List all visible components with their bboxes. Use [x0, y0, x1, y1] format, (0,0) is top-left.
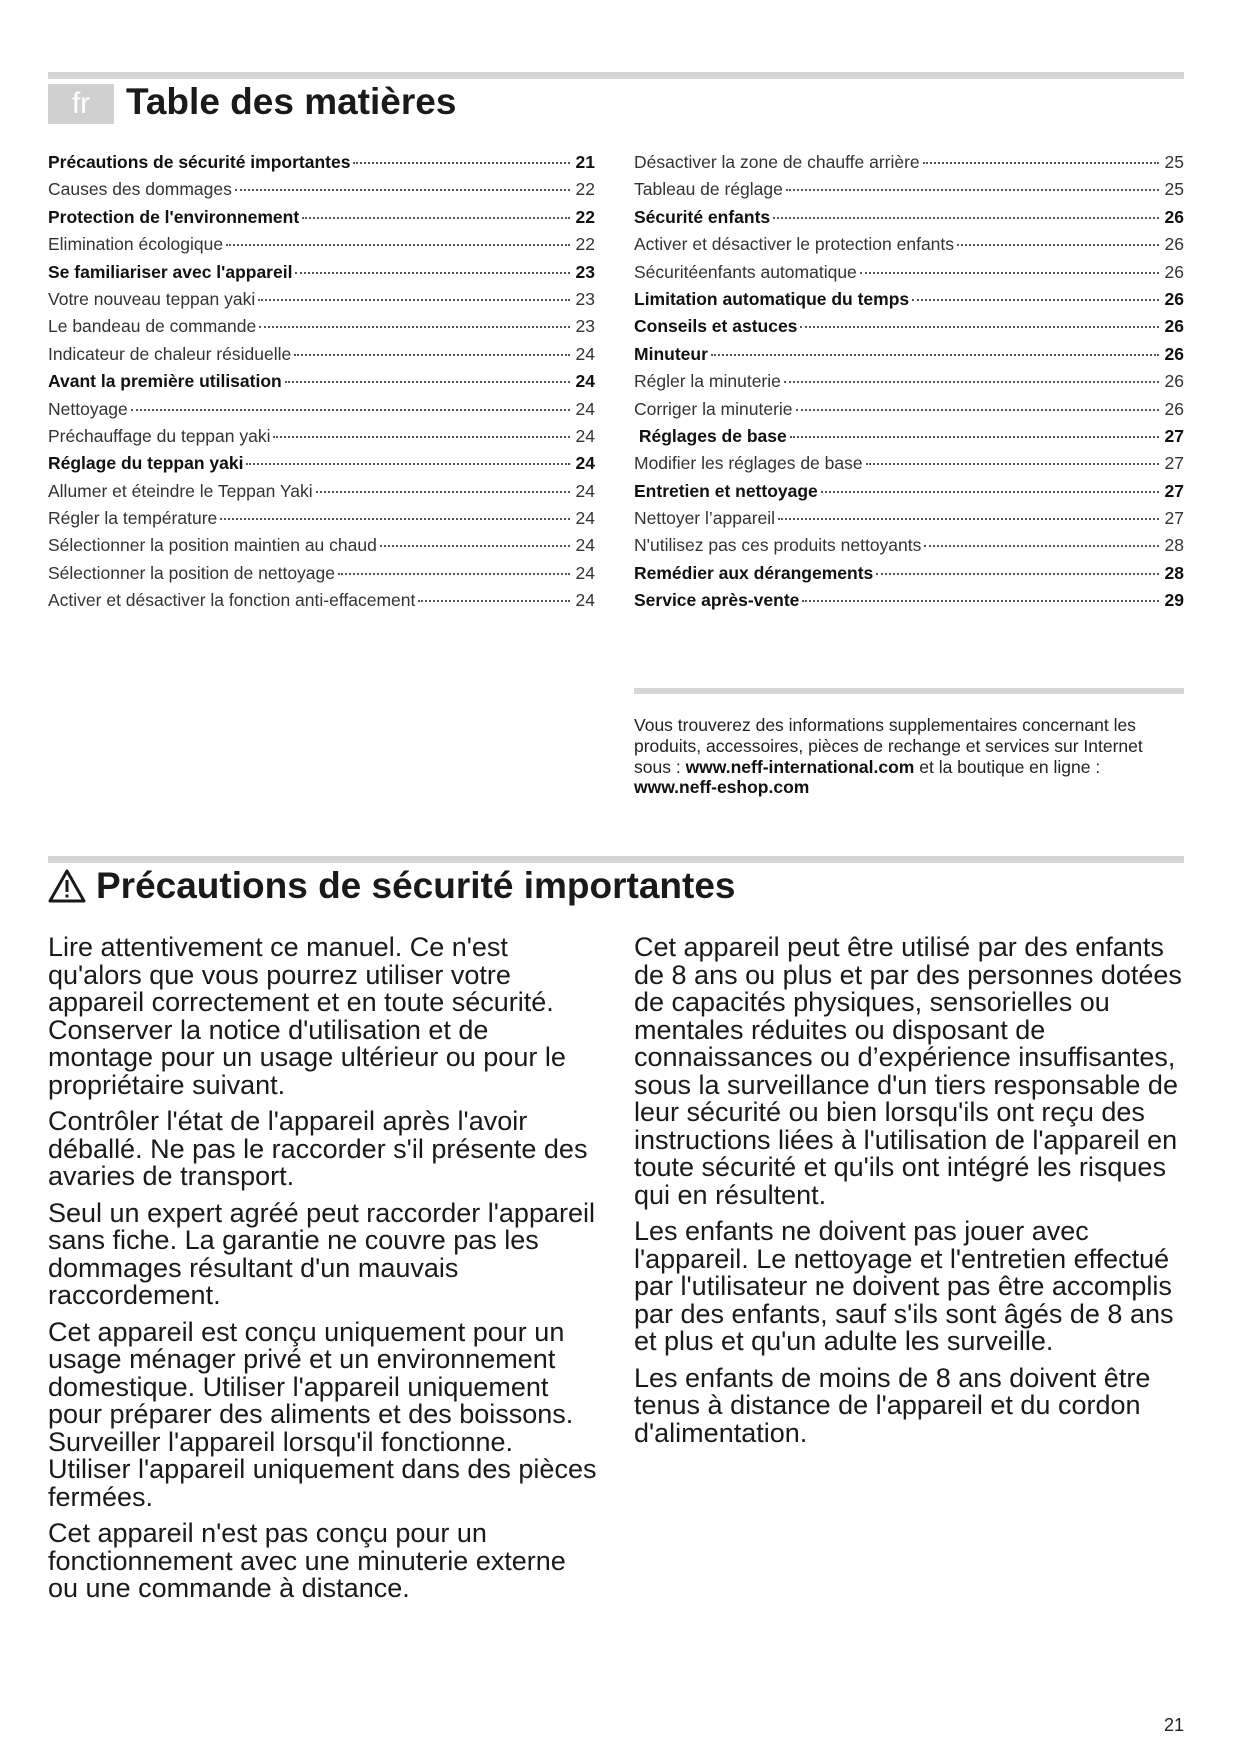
toc-entry-label: Sélectionner la position maintien au chaud	[48, 535, 377, 556]
toc-entry-label: Corriger la minuterie	[634, 398, 793, 419]
toc-entry-label: Minuteur	[634, 343, 708, 364]
toc-entry-label: Protection de l'environnement	[48, 206, 300, 227]
toc-leader	[860, 272, 1159, 274]
safety-paragraph: Cet appareil n'est pas conçu pour un fonctionnement avec une minuterie externe ou une commande à distance.	[48, 1518, 566, 1603]
info-note	[634, 715, 1184, 798]
toc-leader	[380, 545, 570, 547]
toc-leader	[353, 162, 570, 164]
toc-entry[interactable]	[634, 152, 1184, 179]
toc-leader	[924, 545, 1159, 547]
toc-entry-page: 25	[1164, 152, 1184, 172]
safety-paragraph: Cet appareil peut être utilisé par des enfants de 8 ans ou plus et par des personnes dotées de capacités physiques, sensorielles ou mentales réduites ou disposant de connaissances ou d’expérience insuffisantes, sous la surveillance d'un tiers responsable de leur sécurité ou bien lorsqu'ils ont reçu des instructions liées à l'utilisation de l'appareil en toute sécurité et qu'ils ont intégré les risques qui en résultent.	[634, 932, 1182, 1210]
toc-entry-page: 23	[575, 261, 595, 282]
toc-entry[interactable]	[634, 535, 1184, 562]
toc-leader	[773, 217, 1159, 219]
toc-entry-label: Sécurité enfants	[634, 206, 771, 227]
toc-leader	[800, 326, 1159, 328]
website-link[interactable]: www.neff-international.com	[685, 756, 915, 777]
safety-paragraph: Contrôler l'état de l'appareil après l'avoir déballé. Ne pas le raccorder s'il présente des avaries de transport.	[48, 1106, 588, 1191]
toc-entry[interactable]	[48, 508, 595, 535]
toc-entry-page: 25	[1164, 179, 1184, 200]
toc-leader	[778, 518, 1159, 520]
info-text-2: et la boutique en ligne :	[914, 756, 1101, 777]
toc-entry-page: 24	[575, 453, 595, 474]
safety-paragraph: Les enfants ne doivent pas jouer avec l'appareil. Le nettoyage et l'entretien effectué par l'utilisateur ne doivent pas être accomplis par des enfants, sauf s'ils sont âgés de 8 ans et plus et qu'un adulte les surveille.	[634, 1216, 1174, 1356]
toc-entry[interactable]	[634, 563, 1184, 590]
toc-entry[interactable]	[634, 179, 1184, 206]
toc-entry-label: Préchauffage du teppan yaki	[48, 425, 271, 446]
toc-entry-label: Se familiariser avec l'appareil	[48, 261, 293, 282]
toc-entry-label: Entretien et nettoyage	[634, 480, 818, 501]
toc-entry-label: Le bandeau de commande	[48, 316, 257, 337]
toc-entry-page: 26	[1164, 206, 1184, 227]
toc-entry-label: Nettoyage	[48, 398, 128, 419]
toc-leader	[923, 162, 1159, 164]
toc-entry-label: Service après-vente	[634, 590, 800, 611]
toc-entry[interactable]	[634, 316, 1184, 343]
safety-right-column	[634, 934, 1184, 1456]
toc-leader	[316, 491, 570, 493]
toc-leader	[226, 244, 570, 246]
toc-leader	[784, 381, 1159, 383]
toc-entry-label: Activer et désactiver le protection enfants	[634, 234, 955, 255]
toc-leader	[302, 217, 570, 219]
safety-paragraph: Cet appareil est conçu uniquement pour un usage ménager privé et un environnement domestique. Utiliser l'appareil uniquement pour préparer des aliments et des boissons. Surveiller l'appareil lorsqu'il fonctionne. Utiliser l'appareil uniquement dans des pièces fermées.	[48, 1316, 597, 1512]
toc-entry-page: 26	[1164, 371, 1184, 392]
toc-leader	[295, 272, 570, 274]
toc-entry[interactable]	[634, 371, 1184, 398]
toc-entry-page: 24	[575, 371, 595, 392]
toc-entry-label: Remédier aux dérangements	[634, 562, 874, 583]
toc-leader	[259, 326, 570, 328]
safety-paragraph: Les enfants de moins de 8 ans doivent être tenus à distance de l'appareil et du cordon d'alimentation.	[634, 1362, 1151, 1448]
toc-entry-label: Limitation automatique du temps	[634, 288, 910, 309]
toc-leader	[796, 409, 1159, 411]
toc-leader	[802, 600, 1159, 602]
toc-leader	[418, 600, 570, 602]
toc-entry-page: 23	[575, 316, 595, 337]
toc-entry-label: Allumer et éteindre le Teppan Yaki	[48, 480, 313, 501]
toc-left-column	[48, 152, 595, 618]
toc-entry-page: 27	[1164, 425, 1184, 446]
toc-entry-label: Réglage du teppan yaki	[48, 453, 244, 474]
toc-leader	[131, 409, 570, 411]
toc-entry[interactable]	[634, 453, 1184, 480]
toc-entry-page: 27	[1164, 508, 1184, 529]
toc-entry-label: Modifier les réglages de base	[634, 453, 863, 474]
toc-entry[interactable]	[48, 399, 595, 426]
toc-entry-page: 22	[575, 179, 595, 200]
toc-entry-label: N'utilisez pas ces produits nettoyants	[634, 535, 922, 556]
toc-entry[interactable]	[634, 344, 1184, 371]
toc-entry-label: Régler la température	[48, 508, 218, 529]
safety-left-column	[48, 934, 598, 1612]
safety-title: Précautions de sécurité importantes	[96, 865, 736, 906]
toc-entry[interactable]	[634, 234, 1184, 261]
language-badge: fr	[48, 84, 114, 124]
toc-entry-page: 24	[575, 590, 595, 611]
toc-entry[interactable]	[48, 453, 595, 480]
toc-entry-page: 29	[1164, 590, 1184, 611]
toc-entry-label: Indicateur de chaleur résiduelle	[48, 343, 292, 364]
toc-entry-label: Sélectionner la position de nettoyage	[48, 562, 336, 583]
toc-entry-page: 27	[1164, 480, 1184, 501]
info-divider	[634, 688, 1184, 694]
warning-triangle-icon	[48, 868, 86, 904]
toc-leader	[786, 189, 1159, 191]
toc-entry[interactable]	[48, 371, 595, 398]
toc-entry[interactable]	[48, 289, 595, 316]
toc-entry[interactable]	[634, 262, 1184, 289]
toc-entry[interactable]	[48, 152, 595, 179]
toc-entry[interactable]	[48, 207, 595, 234]
toc-entry-page: 26	[1164, 343, 1184, 364]
toc-entry-page: 28	[1164, 562, 1184, 583]
toc-entry[interactable]	[634, 207, 1184, 234]
toc-entry-page: 26	[1164, 316, 1184, 337]
toc-entry-page: 24	[575, 425, 595, 446]
safety-paragraph: Seul un expert agréé peut raccorder l'appareil sans fiche. La garantie ne couvre pas les dommages résultant d'un mauvais raccordement.	[48, 1197, 595, 1310]
toc-entry[interactable]	[634, 289, 1184, 316]
toc-leader	[711, 354, 1159, 356]
safety-heading	[48, 864, 735, 908]
toc-entry[interactable]	[48, 234, 595, 261]
toc-entry-page: 21	[575, 152, 595, 172]
toc-entry-label: Tableau de réglage	[634, 179, 783, 200]
toc-entry-page: 22	[575, 206, 595, 227]
toc-entry-label: Activer et désactiver la fonction anti-effacement	[48, 590, 416, 611]
toc-entry[interactable]	[48, 179, 595, 206]
toc-entry-page: 24	[575, 398, 595, 419]
top-divider	[48, 72, 1184, 79]
toc-leader	[821, 491, 1159, 493]
toc-entry-label: Conseils et astuces	[634, 316, 798, 337]
toc-entry-page: 24	[575, 343, 595, 364]
info-text-1: Vous trouverez des informations supplementaires concernant les produits, accessoires, pièces de rechange et services sur Internet sous :	[634, 715, 1143, 777]
toc-entry-label: Nettoyer l’appareil	[634, 508, 776, 529]
toc-leader	[258, 299, 570, 301]
section-divider	[48, 856, 1184, 863]
safety-paragraph: Lire attentivement ce manuel. Ce n'est qu'alors que vous pourrez utiliser votre appareil correctement et en toute sécurité. Conserver la notice d'utilisation et de montage pour un usage ultérieur ou pour le propriétaire suivant.	[48, 932, 566, 1100]
toc-entry[interactable]	[634, 399, 1184, 426]
toc-entry-label: Elimination écologique	[48, 234, 224, 255]
toc-entry[interactable]	[48, 426, 595, 453]
toc-entry-page: 24	[575, 508, 595, 529]
toc-entry[interactable]	[48, 535, 595, 562]
toc-leader	[790, 436, 1159, 438]
toc-leader	[912, 299, 1159, 301]
toc-entry[interactable]	[48, 563, 595, 590]
toc-entry-page: 22	[575, 234, 595, 255]
toc-entry-label: Votre nouveau teppan yaki	[48, 288, 256, 309]
toc-entry-label: Causes des dommages	[48, 179, 232, 200]
toc-leader	[866, 463, 1159, 465]
toc-entry-label: Régler la minuterie	[634, 371, 781, 392]
page-number: 21	[1163, 1715, 1184, 1735]
toc-leader	[338, 573, 570, 575]
toc-entry[interactable]	[634, 508, 1184, 535]
toc-entry[interactable]	[634, 426, 1184, 453]
toc-entry-page: 27	[1164, 453, 1184, 474]
eshop-link[interactable]: www.neff-eshop.com	[634, 777, 810, 798]
toc-title: Table des matières	[126, 81, 457, 122]
toc-right-column	[634, 152, 1184, 618]
toc-entry[interactable]	[48, 481, 595, 508]
toc-entry-page: 24	[575, 562, 595, 583]
toc-entry-page: 26	[1164, 288, 1184, 309]
toc-entry-page: 24	[575, 480, 595, 501]
toc-entry[interactable]	[48, 590, 595, 617]
toc-leader	[220, 518, 570, 520]
toc-entry-page: 28	[1164, 535, 1184, 556]
toc-leader	[957, 244, 1159, 246]
toc-entry-label: Désactiver la zone de chauffe arrière	[634, 152, 920, 172]
toc-entry-label: Sécuritéenfants automatique	[634, 261, 857, 282]
toc-entry[interactable]	[48, 262, 595, 289]
toc-entry[interactable]	[48, 344, 595, 371]
toc-entry-page: 24	[575, 535, 595, 556]
toc-leader	[294, 354, 570, 356]
toc-entry-page: 23	[575, 288, 595, 309]
toc-entry-label: Précautions de sécurité importantes	[48, 152, 351, 172]
toc-entry-page: 26	[1164, 234, 1184, 255]
toc-entry-label: Avant la première utilisation	[48, 371, 282, 392]
toc-entry[interactable]	[634, 590, 1184, 617]
toc-leader	[273, 436, 570, 438]
toc-leader	[246, 463, 570, 465]
toc-entry[interactable]	[634, 481, 1184, 508]
toc-leader	[285, 381, 570, 383]
toc-entry-label: Réglages de base	[634, 425, 787, 446]
toc-leader	[876, 573, 1159, 575]
toc-entry-page: 26	[1164, 261, 1184, 282]
toc-entry[interactable]	[48, 316, 595, 343]
toc-leader	[235, 189, 570, 191]
toc-entry-page: 26	[1164, 398, 1184, 419]
